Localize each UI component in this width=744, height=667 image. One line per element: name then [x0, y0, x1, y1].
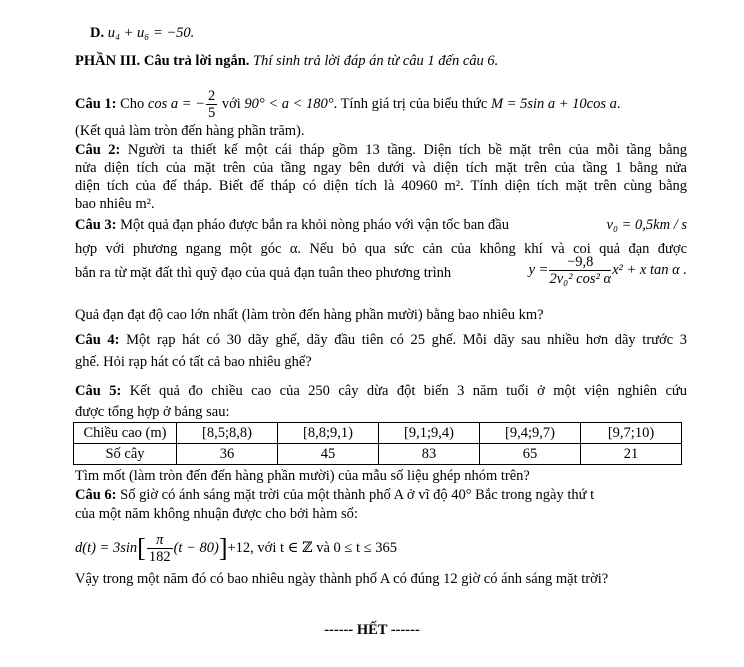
- q2-label: Câu 2:: [75, 142, 121, 158]
- table-count: 83: [379, 444, 480, 465]
- q1-text-c: . Tính giá trị của biểu thức: [333, 95, 488, 112]
- q5-after: Tìm mốt (làm tròn đến đến hàng phần mười) của mẫu số liệu ghép nhóm trên?: [75, 468, 530, 484]
- table-interval: [9,7;10): [581, 423, 682, 444]
- q6-f-den: 182: [148, 549, 171, 565]
- q1-text-a: Cho: [120, 95, 145, 112]
- q6-f-rest: +12: [227, 539, 251, 556]
- question-6-line1: [75, 486, 594, 504]
- q3-equation: [529, 254, 687, 287]
- table-interval: [9,1;9,4): [379, 423, 480, 444]
- q2-text-1: Người ta thiết kế một cái tháp gồm 13 tầng. Diện tích bề mặt trên của mỗi tầng bằng: [127, 142, 688, 158]
- q6-f-arg: (t − 80): [173, 539, 219, 556]
- q6-f-fraction: [147, 532, 173, 565]
- question-5-line1: [75, 382, 687, 400]
- q6-f-lhs: d(t) = 3sin: [75, 539, 138, 556]
- q5-text-1: Kết quả đo chiều cao của 250 cây dừa đột biến 3 năm tuổi ở một viện nghiên cứu: [129, 383, 687, 399]
- table-header-count: Số cây: [74, 444, 177, 465]
- q3-text-1: Một quả đạn pháo được bắn ra khỏi nòng pháo với vận tốc ban đầu: [120, 217, 509, 233]
- table-row-counts: [74, 444, 682, 465]
- page-footer: [0, 621, 744, 639]
- q1-lhs: cos a = −: [147, 95, 205, 112]
- q3-line4: Quả đạn đạt độ cao lớn nhất (làm tròn đến hàng phần mười) bằng bao nhiêu km?: [75, 307, 544, 323]
- q3-text-3: bắn ra từ mặt đất thì quỹ đạo của quả đạn tuân theo phương trình: [75, 265, 452, 281]
- q6-text-1: Số giờ có ánh sáng mặt trời của một thành phố A ở vĩ độ 40° Bắc trong ngày thứ t: [120, 487, 595, 503]
- q4-label: Câu 4:: [75, 332, 120, 348]
- q3-eq-fraction: [549, 254, 611, 287]
- frequency-table: [73, 422, 682, 465]
- q1-range: 90° < a < 180°: [244, 95, 334, 112]
- q5-label: Câu 5:: [75, 383, 122, 399]
- question-3-line1: [75, 216, 687, 234]
- part-title: PHẦN III. Câu trả lời ngắn.: [75, 53, 250, 69]
- table-interval: [9,4;9,7): [480, 423, 581, 444]
- q6-line2: của một năm không nhuận được cho bởi hàm số:: [75, 506, 358, 522]
- q1-num: 2: [207, 88, 216, 104]
- q1-fraction: [206, 88, 217, 121]
- q4-line2: ghế. Hỏi rạp hát có tất cả bao nhiêu ghế?: [75, 354, 312, 370]
- q6-f-num: π: [147, 532, 173, 549]
- table-count: 45: [278, 444, 379, 465]
- part-note: Thí sinh trả lời đáp án từ câu 1 đến câu 6.: [253, 53, 499, 69]
- q1-label: Câu 1:: [75, 95, 117, 112]
- q6-f-cond: , với t ∈ ℤ và 0 ≤ t ≤ 365: [250, 539, 397, 556]
- part-heading: [75, 52, 498, 70]
- option-d-expr: u₄ + u₆ = −50.: [107, 25, 195, 41]
- q2-line3: diện tích của đế tháp. Biết đế tháp có diện tích là 40960 m². Tính diện tích mặt trên cùng bằng: [75, 178, 687, 194]
- q3-eq-den: 2v₀² cos² α: [549, 271, 612, 287]
- footer-text: ------ HẾT ------: [324, 622, 420, 638]
- q2-line4: bao nhiêu m².: [75, 196, 155, 212]
- q3-line2: hợp với phương ngang một góc α. Nếu bỏ qua sức cản của không khí và coi quả đạn được: [75, 241, 687, 257]
- table-count: 21: [581, 444, 682, 465]
- q1-line2: (Kết quả làm tròn đến hàng phần trăm).: [75, 123, 305, 139]
- question-4-line1: [75, 331, 687, 349]
- q4-text-1: Một rạp hát có 30 dãy ghế, dãy đầu tiên có 25 ghế. Mỗi dãy sau nhiều hơn dãy trước 3: [126, 332, 687, 348]
- q6-line3: Vậy trong một năm đó có bao nhiêu ngày thành phố A có đúng 12 giờ có ánh sáng mặt trời?: [75, 571, 609, 587]
- q3-v0: v₀ = 0,5km / s: [606, 217, 687, 233]
- q2-line2: nửa diện tích của mặt trên của tầng ngay bên dưới và diện tích mặt trên của tầng 1 bằng nửa: [75, 160, 687, 176]
- q6-label: Câu 6:: [75, 487, 117, 503]
- table-count: 65: [480, 444, 581, 465]
- table-count: 36: [177, 444, 278, 465]
- question-2-line1: [75, 141, 687, 159]
- q3-eq-rest: x² + x tan α .: [612, 261, 687, 278]
- q6-formula: [75, 532, 397, 565]
- option-d-label: D.: [90, 25, 105, 41]
- q3-label: Câu 3:: [75, 217, 117, 233]
- q6-bracket-close: ]: [218, 533, 228, 563]
- table-header-height: Chiều cao (m): [74, 423, 177, 444]
- table-row-heights: [74, 423, 682, 444]
- q3-eq-num: −9,8: [549, 254, 611, 271]
- q1-end: .: [616, 95, 621, 112]
- question-1-line1: [75, 88, 621, 121]
- q1-expr: M = 5sin a + 10cos a: [490, 95, 617, 112]
- q3-line3: [75, 254, 687, 287]
- q1-text-b: với: [221, 95, 241, 112]
- q5-line2: được tổng hợp ở bảng sau:: [75, 404, 230, 420]
- option-d: [90, 24, 194, 42]
- q6-bracket-open: [: [137, 533, 146, 563]
- q3-eq-y: y =: [528, 261, 549, 278]
- q1-den: 5: [207, 105, 216, 121]
- table-interval: [8,8;9,1): [278, 423, 379, 444]
- table-interval: [8,5;8,8): [177, 423, 278, 444]
